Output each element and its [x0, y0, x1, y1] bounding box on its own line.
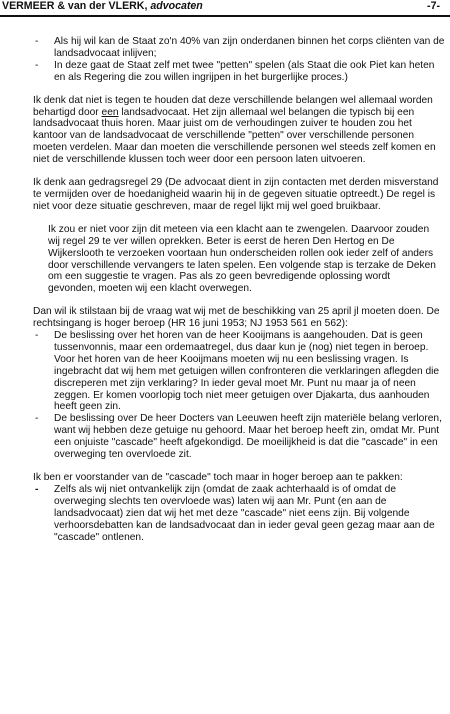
- bullet-list-2: [33, 330, 445, 461]
- bullet-text: Als hij wil kan de Staat zo'n 40% van zijn onderdanen binnen het corps cliënten van de landsadvocaat inlijven;: [54, 36, 445, 59]
- bullet-dash: -: [35, 36, 39, 47]
- bullet-text: In deze gaat de Staat zelf met twee "petten" spelen (als Staat die ook Piet kan heten en als Regering die zou willen ingrijpen in het burgerlijke proces.): [54, 59, 435, 83]
- list-item: [33, 484, 445, 544]
- bullet-text: De beslissing over De heer Docters van Leeuwen heeft zijn materiële belang verloren, want wij hebben deze getuige nu gehoord. Maar het beroep heeft zin, omdat Mr. Punt een onjuiste "cascade" heeft afgekondigd. De moeilijkheid is dat die "cascade" in een overweging ten overvloede zit.: [54, 413, 442, 461]
- paragraph-1-part: Ik denk dat niet is tegen te houden dat deze verschillende belangen wel allemaal worden behartigd door: [33, 94, 433, 118]
- list-item: [33, 36, 445, 60]
- header-firm: [2, 1, 203, 13]
- bullet-list-3: [33, 484, 445, 544]
- bullet-list-1: [33, 36, 445, 84]
- paragraph-4: Ik ben er voorstander van de "cascade" toch maar in hoger beroep aan te pakken:: [33, 472, 403, 483]
- bullet-dash: -: [35, 413, 39, 425]
- bullet-dash: -: [35, 330, 39, 342]
- list-item: [33, 330, 445, 413]
- bullet-dash: -: [35, 59, 39, 71]
- bullet-text: Zelfs als wij niet ontvankelijk zijn (omdat de zaak achterhaald is of omdat de overweging slechts ten overvloede was) laten wij aan Mr. Punt (en aan de landsadvocaat) zien dat wij het met deze "cascade" niet eens zijn. Bij volgende verhoorsdebatten kan de landsadvocaat dan in ieder geval geen gezag maar aan de "cascade" ontlenen.: [54, 483, 435, 543]
- indented-quote: Ik zou er niet voor zijn dit meteen via een klacht aan te zwengelen. Daarvoor zouden wij regel 29 te ver willen oprekken. Beter is eerst de heren Den Hertog en De Wijkerslooth te verzoeken voortaan hun onderscheiden rollen ook ieder zelf of anders door verschillende vervangers te laten spelen. Een volgende stap is terzake de Deken om een suggestie te vragen. Pas als zo geen bevredigende oplossing wordt gevonden, moeten wij een klacht overwegen.: [48, 223, 436, 295]
- firm-role: advocaten: [150, 0, 203, 12]
- list-item: [33, 60, 445, 84]
- bullet-dash: -: [35, 483, 39, 495]
- paragraph-3: Dan wil ik stilstaan bij de vraag wat wij met de beschikking van 25 april jl moeten doen. De rechtsingang is hoger beroep (HR 16 juni 1953; NJ 1953 561 en 562):: [33, 306, 440, 330]
- underlined-word: een: [101, 106, 119, 118]
- header-rule: [0, 15, 450, 17]
- bullet-text: De beslissing over het horen van de heer Kooijmans is aangehouden. Dat is geen tussenvonnis, maar een ordemaatregel, dus daar kun je (nog) niet tegen in beroep. Voor het horen van de heer Kooijmans moeten wij nu een beslissing vragen. Is ingebracht dat wij hem met getuigen willen confronteren die verklaringen aflegden die discreperen met zijn verklaring? In ieder geval moet Mr. Punt nu maar ja of neen zeggen. Er komen voorlopig toch niet meer getuigen over Djakarta, dus aanhouden heeft geen zin.: [54, 330, 440, 413]
- document-body: [33, 36, 445, 543]
- paragraph-2: Ik denk aan gedragsregel 29 (De advocaat dient in zijn contacten met derden misverstand te vermijden over de hoedanigheid waarin hij in de gegeven situatie optreedt.) De regel is niet voor deze situatie geschreven, maar de regel lijkt mij wel goed bruikbaar.: [33, 177, 439, 212]
- paragraph-1: [33, 95, 445, 166]
- page-number: -7-: [427, 0, 440, 12]
- page-header: [2, 1, 446, 15]
- firm-name: VERMEER & van der VLERK,: [2, 0, 148, 12]
- paragraph-1-part: landsadvocaat. Het zijn allemaal wel belangen die typisch bij een landsadvocaat thuis horen. Maar juist om de verhoudingen zuiver te houden zou het kantoor van de landsadvocaat de verschillende "petten" over verschillende personen moeten verdelen. Maar dan moeten die verschillende personen wel steeds zelf komen en niet de verschillende klussen toch weer door een persoon laten uitvoeren.: [33, 106, 436, 166]
- list-item: [33, 413, 445, 461]
